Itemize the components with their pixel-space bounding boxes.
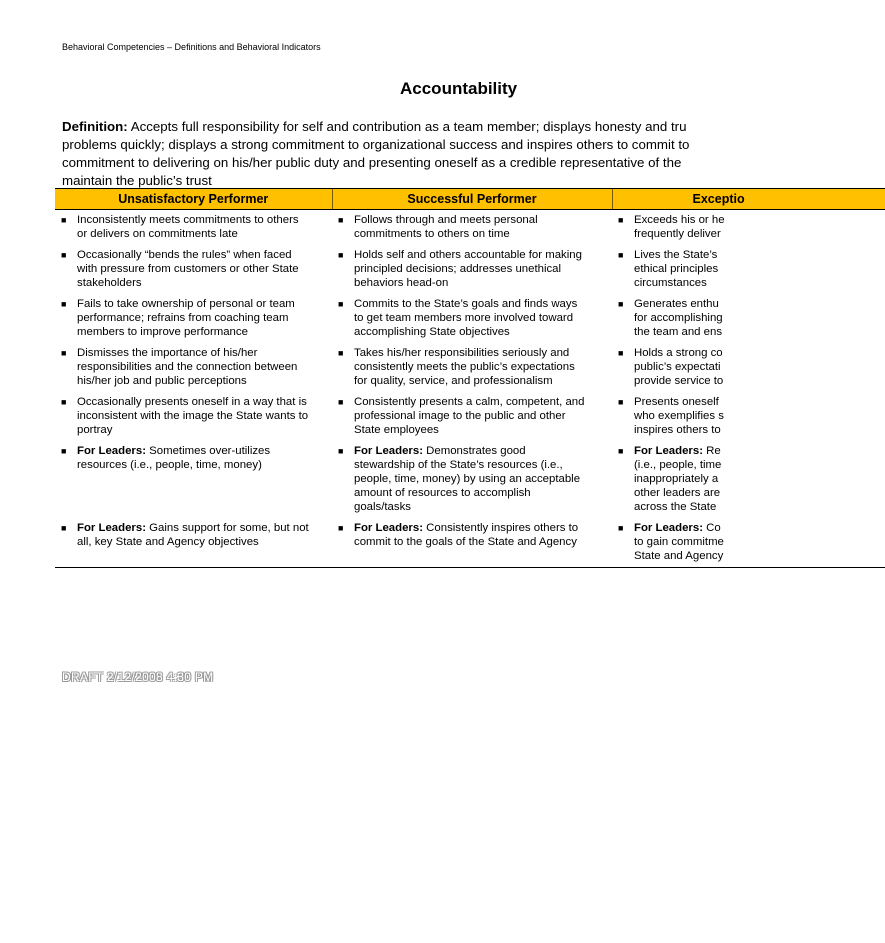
indicator-line xyxy=(354,500,608,514)
indicator-line-text: Gains support for some, but not xyxy=(149,522,309,534)
indicator-item xyxy=(612,297,881,339)
indicator-line-text: Presents oneself xyxy=(634,396,719,408)
indicator-text xyxy=(77,297,328,339)
indicator-line xyxy=(354,472,608,486)
square-bullet-icon: ■ xyxy=(338,299,344,309)
indicator-text xyxy=(77,444,328,472)
indicator-line xyxy=(354,248,608,262)
indicator-item xyxy=(332,395,608,437)
indicator-line-text: inappropriately a xyxy=(634,473,719,485)
indicator-line-text: Re xyxy=(706,445,721,457)
indicator-line-text: people, time, money) by using an acceptable xyxy=(354,473,581,485)
indicator-line-text: Consistently inspires others to xyxy=(426,522,579,534)
indicator-line xyxy=(634,423,881,437)
indicator-text xyxy=(354,213,608,241)
indicator-item xyxy=(612,444,881,514)
indicator-line-text: or delivers on commitments late xyxy=(77,228,238,240)
indicator-line-text: Commits to the State’s goals and finds ways xyxy=(354,298,578,310)
indicator-line-text: with pressure from customers or other State xyxy=(77,263,299,275)
indicator-line xyxy=(354,374,608,388)
for-leaders-label: For Leaders: xyxy=(77,522,146,534)
indicator-text xyxy=(77,521,328,549)
document-header: Behavioral Competencies – Definitions and Behavioral Indicators xyxy=(62,42,321,52)
square-bullet-icon: ■ xyxy=(61,397,67,407)
square-bullet-icon: ■ xyxy=(338,348,344,358)
indicator-line-text: Demonstrates good xyxy=(426,445,526,457)
square-bullet-icon: ■ xyxy=(338,397,344,407)
indicator-item xyxy=(55,248,328,290)
for-leaders-label: For Leaders: xyxy=(354,522,423,534)
indicator-line xyxy=(634,297,881,311)
indicator-text xyxy=(77,213,328,241)
header-exceptional: Exceptio xyxy=(612,189,885,210)
indicator-line xyxy=(354,276,608,290)
indicator-line xyxy=(354,444,608,458)
indicator-cell-exceptional xyxy=(612,392,885,441)
indicator-line-text: Sometimes over-utilizes xyxy=(149,445,271,457)
indicator-line xyxy=(634,472,881,486)
indicator-line xyxy=(354,262,608,276)
indicator-line-text: all, key State and Agency objectives xyxy=(77,536,259,548)
indicator-line xyxy=(634,500,881,514)
indicator-line-text: across the State xyxy=(634,501,717,513)
indicator-item xyxy=(55,346,328,388)
square-bullet-icon: ■ xyxy=(338,523,344,533)
indicator-line-text: responsibilities and the connection between xyxy=(77,361,298,373)
indicator-line-text: Occasionally “bends the rules” when faced xyxy=(77,249,292,261)
indicator-cell-exceptional xyxy=(612,343,885,392)
indicator-line xyxy=(77,227,328,241)
indicator-text xyxy=(354,297,608,339)
indicator-line xyxy=(354,521,608,535)
indicator-line xyxy=(354,227,608,241)
indicator-line-text: who exemplifies s xyxy=(634,410,724,422)
indicator-line xyxy=(77,325,328,339)
indicator-cell-successful xyxy=(332,245,612,294)
indicator-text xyxy=(634,213,881,241)
indicator-line xyxy=(77,423,328,437)
indicator-line-text: members to improve performance xyxy=(77,326,248,338)
indicator-text xyxy=(634,248,881,290)
competency-rubric-table xyxy=(55,188,885,568)
indicator-line xyxy=(634,325,881,339)
indicator-line-text: Lives the State’s xyxy=(634,249,718,261)
indicator-line-text: public’s expectati xyxy=(634,361,721,373)
square-bullet-icon: ■ xyxy=(338,446,344,456)
indicator-line-text: State and Agency xyxy=(634,550,724,562)
indicator-item xyxy=(55,395,328,437)
definition-text: Accepts full responsibility for self and contribution as a team member; displays honesty and tru xyxy=(130,119,687,134)
indicator-line xyxy=(77,346,328,360)
page-title: Accountability xyxy=(400,79,518,98)
indicator-line-text: accomplishing State objectives xyxy=(354,326,510,338)
header-unsatisfactory: Unsatisfactory Performer xyxy=(55,189,332,210)
indicator-line xyxy=(634,248,881,262)
indicator-line-text: stakeholders xyxy=(77,277,142,289)
indicator-item xyxy=(55,297,328,339)
table-row xyxy=(55,343,885,392)
indicator-line xyxy=(77,374,328,388)
table-row xyxy=(55,294,885,343)
indicator-line-text: behaviors head-on xyxy=(354,277,449,289)
indicator-line-text: Follows through and meets personal xyxy=(354,214,538,226)
indicator-line xyxy=(354,409,608,423)
indicator-line xyxy=(77,395,328,409)
indicator-item xyxy=(332,346,608,388)
definition-line-2: problems quickly; displays a strong commitment to organizational success and inspires others to commit to xyxy=(62,137,690,152)
indicator-text xyxy=(77,346,328,388)
square-bullet-icon: ■ xyxy=(618,250,624,260)
square-bullet-icon: ■ xyxy=(338,215,344,225)
indicator-line-text: consistently meets the public’s expectations xyxy=(354,361,575,373)
square-bullet-icon: ■ xyxy=(61,523,67,533)
header-successful: Successful Performer xyxy=(332,189,612,210)
indicator-line xyxy=(634,395,881,409)
indicator-line xyxy=(354,360,608,374)
indicator-line-text: State employees xyxy=(354,424,439,436)
indicator-line xyxy=(77,276,328,290)
indicator-line-text: Dismisses the importance of his/her xyxy=(77,347,258,359)
indicator-line-text: other leaders are xyxy=(634,487,721,499)
indicator-line xyxy=(354,311,608,325)
indicator-line-text: stewardship of the State’s resources (i.e., xyxy=(354,459,563,471)
indicator-item xyxy=(55,444,328,472)
indicator-line-text: Holds self and others accountable for making xyxy=(354,249,582,261)
square-bullet-icon: ■ xyxy=(61,250,67,260)
indicator-line-text: Occasionally presents oneself in a way that is xyxy=(77,396,307,408)
indicator-line-text: (i.e., people, time xyxy=(634,459,722,471)
indicator-line-text: for quality, service, and professionalism xyxy=(354,375,553,387)
indicator-cell-exceptional xyxy=(612,245,885,294)
indicator-line xyxy=(77,262,328,276)
indicator-item xyxy=(332,248,608,290)
square-bullet-icon: ■ xyxy=(618,397,624,407)
indicator-line xyxy=(354,486,608,500)
indicator-item xyxy=(55,213,328,241)
for-leaders-label: For Leaders: xyxy=(634,445,703,457)
indicator-line xyxy=(77,409,328,423)
indicator-line xyxy=(77,521,328,535)
definition-label: Definition: xyxy=(62,119,128,134)
indicator-text xyxy=(354,444,608,514)
indicator-cell-unsatisfactory xyxy=(55,210,332,246)
indicator-line xyxy=(634,311,881,325)
for-leaders-label: For Leaders: xyxy=(634,522,703,534)
indicator-line xyxy=(77,311,328,325)
square-bullet-icon: ■ xyxy=(618,215,624,225)
indicator-text xyxy=(634,297,881,339)
table-row xyxy=(55,518,885,568)
indicator-line xyxy=(634,227,881,241)
indicator-item xyxy=(612,248,881,290)
indicator-line-text: his/her job and public perceptions xyxy=(77,375,247,387)
indicator-line xyxy=(77,297,328,311)
indicator-cell-successful xyxy=(332,518,612,568)
indicator-line-text: to get team members more involved toward xyxy=(354,312,574,324)
square-bullet-icon: ■ xyxy=(338,250,344,260)
indicator-line xyxy=(634,486,881,500)
indicator-cell-exceptional xyxy=(612,210,885,246)
indicator-line xyxy=(634,521,881,535)
indicator-line xyxy=(77,535,328,549)
indicator-line-text: resources (i.e., people, time, money) xyxy=(77,459,262,471)
indicator-line-text: Holds a strong co xyxy=(634,347,723,359)
indicator-item xyxy=(332,444,608,514)
indicator-text xyxy=(634,395,881,437)
square-bullet-icon: ■ xyxy=(618,348,624,358)
indicator-line-text: Generates enthu xyxy=(634,298,719,310)
table-row xyxy=(55,392,885,441)
square-bullet-icon: ■ xyxy=(61,215,67,225)
indicator-line xyxy=(77,458,328,472)
indicator-line xyxy=(634,360,881,374)
indicator-line-text: commit to the goals of the State and Agency xyxy=(354,536,577,548)
indicator-line-text: frequently deliver xyxy=(634,228,721,240)
rubric-header-row xyxy=(55,189,885,210)
indicator-line xyxy=(354,423,608,437)
indicator-line xyxy=(77,248,328,262)
indicator-cell-exceptional xyxy=(612,294,885,343)
indicator-line-text: Inconsistently meets commitments to others xyxy=(77,214,299,226)
indicator-line xyxy=(634,458,881,472)
indicator-line-text: for accomplishing xyxy=(634,312,723,324)
indicator-text xyxy=(634,521,881,563)
indicator-item xyxy=(612,346,881,388)
indicator-text xyxy=(354,346,608,388)
indicator-item xyxy=(55,521,328,549)
indicator-text xyxy=(354,395,608,437)
indicator-line xyxy=(77,213,328,227)
square-bullet-icon: ■ xyxy=(61,348,67,358)
square-bullet-icon: ■ xyxy=(618,446,624,456)
indicator-cell-unsatisfactory xyxy=(55,245,332,294)
indicator-line xyxy=(354,346,608,360)
indicator-item xyxy=(332,213,608,241)
indicator-cell-successful xyxy=(332,210,612,246)
indicator-item xyxy=(612,213,881,241)
indicator-line xyxy=(634,374,881,388)
indicator-line-text: inspires others to xyxy=(634,424,721,436)
indicator-line-text: inconsistent with the image the State wants to xyxy=(77,410,309,422)
definition-line-4: maintain the public’s trust xyxy=(62,173,212,188)
table-row xyxy=(55,245,885,294)
indicator-line-text: provide service to xyxy=(634,375,724,387)
indicator-line-text: Takes his/her responsibilities seriously and xyxy=(354,347,570,359)
indicator-cell-unsatisfactory xyxy=(55,518,332,568)
indicator-line-text: principled decisions; addresses unethical xyxy=(354,263,562,275)
square-bullet-icon: ■ xyxy=(61,299,67,309)
definition-paragraph xyxy=(62,118,862,190)
table-row xyxy=(55,441,885,518)
indicator-text xyxy=(634,444,881,514)
indicator-line-text: performance; refrains from coaching team xyxy=(77,312,289,324)
indicator-line xyxy=(634,444,881,458)
indicator-cell-unsatisfactory xyxy=(55,441,332,518)
indicator-cell-unsatisfactory xyxy=(55,294,332,343)
indicator-line xyxy=(354,325,608,339)
square-bullet-icon: ■ xyxy=(618,299,624,309)
indicator-item xyxy=(332,521,608,549)
indicator-item xyxy=(612,521,881,563)
square-bullet-icon: ■ xyxy=(618,523,624,533)
for-leaders-label: For Leaders: xyxy=(354,445,423,457)
for-leaders-label: For Leaders: xyxy=(77,445,146,457)
indicator-line-text: circumstances xyxy=(634,277,707,289)
indicator-line xyxy=(634,213,881,227)
indicator-text xyxy=(354,521,608,549)
indicator-line-text: Consistently presents a calm, competent, and xyxy=(354,396,585,408)
indicator-cell-successful xyxy=(332,392,612,441)
indicator-cell-exceptional xyxy=(612,441,885,518)
indicator-line-text: commitments to others on time xyxy=(354,228,510,240)
indicator-line xyxy=(354,395,608,409)
indicator-line xyxy=(634,549,881,563)
indicator-line xyxy=(354,458,608,472)
definition-line-3: commitment to delivering on his/her public duty and presenting oneself as a credible representative of the xyxy=(62,155,682,170)
indicator-line xyxy=(634,346,881,360)
indicator-line-text: Fails to take ownership of personal or team xyxy=(77,298,295,310)
indicator-line-text: to gain commitme xyxy=(634,536,724,548)
indicator-line-text: the team and ens xyxy=(634,326,723,338)
indicator-text xyxy=(77,248,328,290)
indicator-line xyxy=(634,535,881,549)
indicator-line-text: amount of resources to accomplish xyxy=(354,487,531,499)
indicator-text xyxy=(634,346,881,388)
rubric-body xyxy=(55,210,885,568)
indicator-line xyxy=(634,262,881,276)
indicator-line-text: goals/tasks xyxy=(354,501,411,513)
indicator-line xyxy=(77,360,328,374)
indicator-cell-unsatisfactory xyxy=(55,392,332,441)
indicator-cell-exceptional xyxy=(612,518,885,568)
draft-footer: DRAFT 2/12/2008 4:30 PM xyxy=(62,670,214,684)
indicator-line xyxy=(354,213,608,227)
indicator-line-text: professional image to the public and other xyxy=(354,410,566,422)
indicator-line-text: Exceeds his or he xyxy=(634,214,725,226)
table-row xyxy=(55,210,885,246)
indicator-line xyxy=(634,276,881,290)
indicator-line-text: portray xyxy=(77,424,113,436)
indicator-line xyxy=(634,409,881,423)
indicator-cell-successful xyxy=(332,294,612,343)
indicator-line xyxy=(77,444,328,458)
indicator-line-text: ethical principles xyxy=(634,263,719,275)
indicator-item xyxy=(612,395,881,437)
indicator-line xyxy=(354,297,608,311)
indicator-line xyxy=(354,535,608,549)
indicator-item xyxy=(332,297,608,339)
indicator-text xyxy=(77,395,328,437)
indicator-cell-successful xyxy=(332,441,612,518)
indicator-cell-unsatisfactory xyxy=(55,343,332,392)
square-bullet-icon: ■ xyxy=(61,446,67,456)
indicator-line-text: Co xyxy=(706,522,721,534)
definition-line-1 xyxy=(62,118,862,136)
indicator-cell-successful xyxy=(332,343,612,392)
indicator-text xyxy=(354,248,608,290)
